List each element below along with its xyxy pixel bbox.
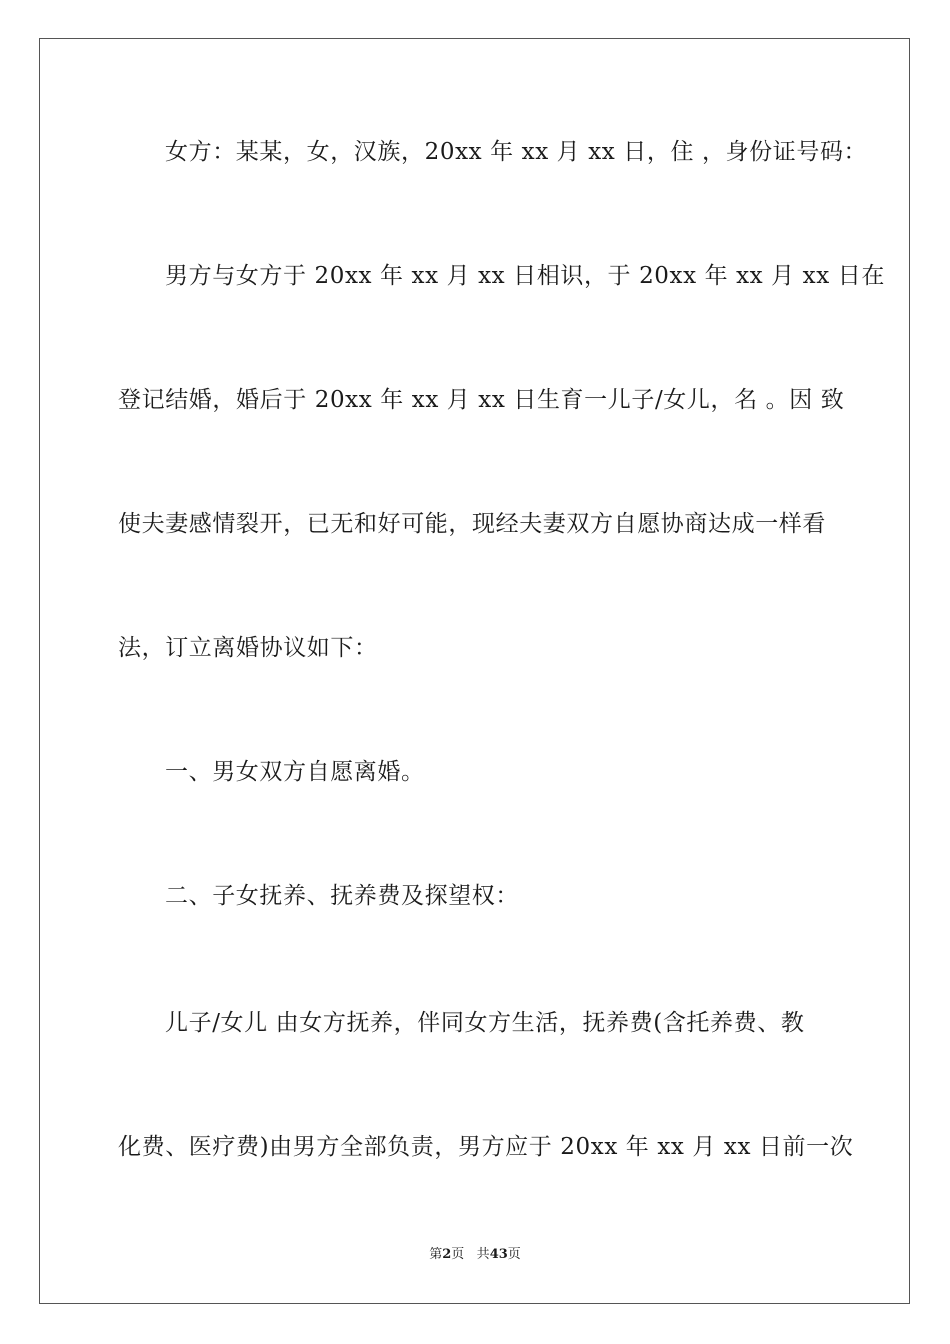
clause-two-heading: 二、子女抚养、抚养费及探望权：	[165, 883, 519, 909]
paragraph-line-1: 女方：某某，女，汉族，20xx 年 xx 月 xx 日，住 ，身份证号码：	[165, 139, 868, 165]
page-suffix: 页	[451, 1247, 465, 1262]
paragraph-line-5: 法，订立离婚协议如下：	[118, 635, 378, 661]
total-suffix: 页	[507, 1247, 521, 1262]
total-pages: 43	[489, 1247, 508, 1262]
paragraph-line-8: 儿子/女儿 由女方抚养，伴同女方生活，抚养费(含托养费、教	[165, 1010, 805, 1036]
page-footer	[0, 1246, 950, 1264]
paragraph-line-4: 使夫妻感情裂开，已无和好可能，现经夫妻双方自愿协商达成一样看	[118, 511, 826, 537]
page-frame	[39, 38, 910, 1304]
total-prefix: 共	[476, 1247, 490, 1262]
page-prefix: 第	[429, 1247, 443, 1262]
paragraph-line-3: 登记结婚，婚后于 20xx 年 xx 月 xx 日生育一儿子/女儿，名 。因 致	[118, 387, 845, 413]
paragraph-line-9: 化费、医疗费)由男方全部负责，男方应于 20xx 年 xx 月 xx 日前一次	[118, 1134, 854, 1160]
clause-one: 一、男女双方自愿离婚。	[165, 759, 425, 785]
page-number: 2	[442, 1247, 452, 1262]
paragraph-line-2: 男方与女方于 20xx 年 xx 月 xx 日相识，于 20xx 年 xx 月 xx 日在	[165, 263, 885, 289]
